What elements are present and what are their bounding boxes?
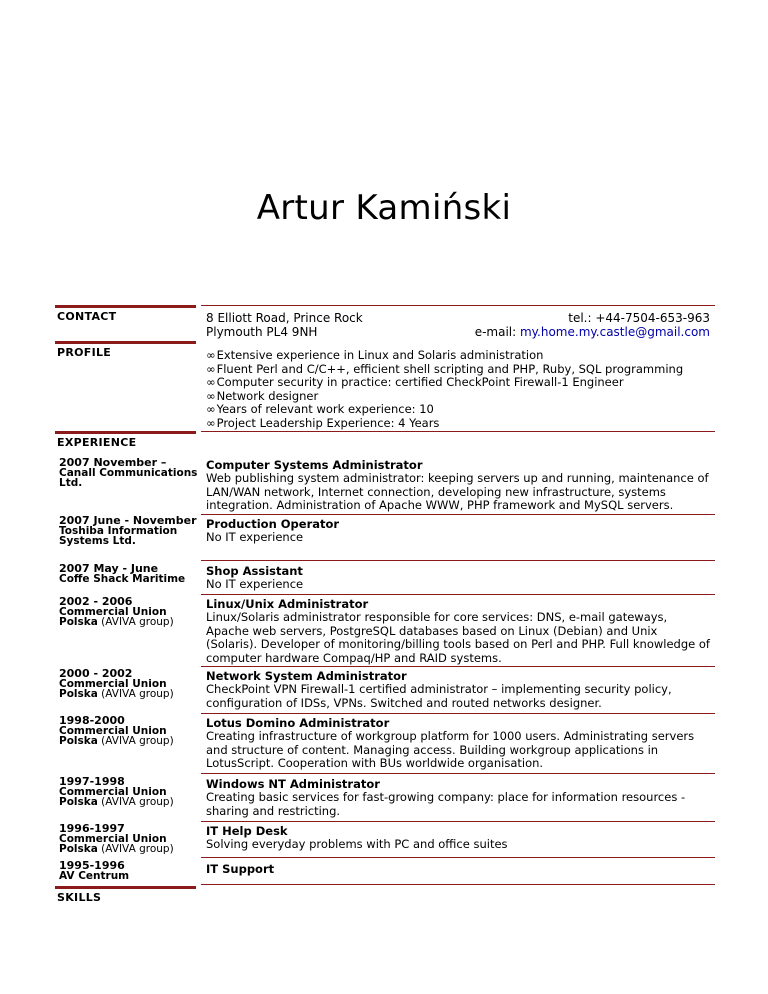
job-description: CheckPoint VPN Firewall-1 certified administrator – implementing security policy, configuration of IDSs, VPNs. Switched and routed networks designer.: [206, 682, 672, 710]
section-rule: [55, 886, 196, 889]
email-prefix: e-mail:: [474, 325, 520, 339]
job-description: No IT experience: [206, 577, 304, 591]
email-line: [206, 325, 710, 339]
job-company: Commercial Union Polska: [59, 786, 167, 808]
job-meta: [59, 860, 204, 881]
profile-item: ∞Fluent Perl and C/C++, efficient shell scripting and PHP, Ruby, SQL programming: [206, 361, 684, 376]
job-period: 2007 May - June: [59, 562, 159, 575]
contact-label: CONTACT: [57, 310, 117, 323]
job-period: 2007 June - November: [59, 514, 197, 527]
job-period: 1998-2000: [59, 714, 125, 727]
infinity-icon: ∞: [206, 361, 216, 376]
profile-item: ∞Extensive experience in Linux and Solaris administration: [206, 348, 544, 362]
phone-number: tel.: +44-7504-653-963: [568, 311, 710, 325]
email-link[interactable]: my.home.my.castle@gmail.com: [519, 325, 710, 339]
entry-rule: [201, 560, 715, 561]
contact-section: [55, 305, 715, 345]
entry-rule: [201, 594, 715, 595]
job-meta: [59, 516, 204, 546]
job-company: Commercial Union Polska: [59, 678, 167, 700]
job-company: Commercial Union Polska: [59, 725, 167, 747]
job-meta: 1996-1997 Commercial Union Polska (AVIVA group): [59, 823, 204, 854]
resume-name: Artur Kamiński: [256, 188, 512, 228]
job-body: [206, 824, 710, 852]
job-title: Network System Administrator: [206, 669, 407, 683]
job-body: [206, 862, 710, 876]
entry-rule: [201, 857, 715, 858]
infinity-icon: ∞: [206, 388, 216, 403]
profile-list: [206, 349, 710, 431]
job-title: IT Support: [206, 862, 275, 876]
job-period: 1997-1998: [59, 775, 125, 788]
section-rule: [55, 341, 196, 344]
job-title: Lotus Domino Administrator: [206, 716, 390, 730]
address-line1: 8 Elliott Road, Prince Rock: [206, 311, 363, 325]
job-description: Creating basic services for fast-growing company: place for information resources - sharing and restricting.: [206, 790, 686, 818]
entry-rule: [201, 713, 715, 714]
job-meta: [59, 457, 204, 488]
job-meta: [59, 563, 204, 584]
infinity-icon: ∞: [206, 375, 216, 390]
job-body: [206, 669, 710, 710]
entry-rule: [201, 884, 715, 885]
job-meta: 2002 - 2006 Commercial Union Polska (AVIVA group): [59, 596, 204, 627]
job-title: Shop Assistant: [206, 564, 303, 578]
profile-item: ∞Project Leadership Experience: 4 Years: [206, 415, 440, 430]
job-description: Linux/Solaris administrator responsible for core services: DNS, e-mail gateways, Apache web servers, PostgreSQL databases based on Linux (Debian) and Unix (Solaris). Developer of monitoring/billing tools based on Perl and PHP. Full knowledge of computer hardware Compaq/HP and RAID systems.: [206, 610, 710, 665]
job-title: Production Operator: [206, 517, 340, 531]
job-description: Web publishing system administrator: keeping servers up and running, maintenance of LAN/WAN network, Internet connection, developing new infrastructure, systems integration. Administration of Apache WWW, PHP framework and MySQL servers.: [206, 471, 709, 513]
profile-item: ∞Computer security in practice: certified CheckPoint Firewall-1 Engineer: [206, 375, 624, 390]
job-body: [206, 777, 710, 818]
entry-rule: [201, 514, 715, 515]
experience-heading: [55, 431, 715, 451]
profile-item: ∞Years of relevant work experience: 10: [206, 402, 434, 417]
job-title: Linux/Unix Administrator: [206, 597, 369, 611]
job-body: [206, 716, 710, 771]
section-rule: [55, 431, 196, 434]
profile-section: [55, 341, 715, 436]
job-period: 1995-1996: [59, 859, 125, 872]
job-description: No IT experience: [206, 530, 304, 544]
job-period: 2000 - 2002: [59, 667, 133, 680]
section-rule: [55, 305, 196, 308]
job-company: AV Centrum: [59, 870, 130, 882]
profile-item: ∞Network designer: [206, 388, 319, 403]
contact-details: [206, 311, 710, 339]
job-body: [206, 597, 710, 665]
infinity-icon: ∞: [206, 402, 216, 417]
job-title: Computer Systems Administrator: [206, 458, 423, 472]
job-title: IT Help Desk: [206, 824, 288, 838]
job-company: Canall Communications Ltd.: [59, 467, 198, 489]
address-line2: Plymouth PL4 9NH: [206, 325, 318, 339]
job-meta: 2000 - 2002 Commercial Union Polska (AVIVA group): [59, 668, 204, 699]
profile-label: PROFILE: [57, 346, 112, 359]
entry-rule: [201, 773, 715, 774]
infinity-icon: ∞: [206, 415, 216, 430]
job-body: [206, 564, 710, 592]
job-period: 2007 November –: [59, 456, 167, 469]
section-rule-thin: [201, 305, 715, 306]
job-title: Windows NT Administrator: [206, 777, 380, 791]
job-body: [206, 517, 710, 545]
job-description: Creating infrastructure of workgroup platform for 1000 users. Administrating servers and structure of content. Managing access. Building workgroup applications in LotusScript. Cooperation with BUs worldwide organisation.: [206, 729, 695, 771]
entry-rule: [201, 821, 715, 822]
entry-rule: [201, 666, 715, 667]
experience-label: EXPERIENCE: [57, 436, 137, 449]
skills-label: SKILLS: [57, 891, 102, 904]
job-body: [206, 458, 710, 513]
job-meta: 1997-1998 Commercial Union Polska (AVIVA group): [59, 776, 204, 807]
skills-heading: [55, 886, 715, 906]
job-description: Solving everyday problems with PC and office suites: [206, 837, 508, 851]
job-period: 1996-1997: [59, 822, 125, 835]
job-company: Commercial Union Polska: [59, 833, 167, 855]
job-company: Coffe Shack Maritime: [59, 573, 186, 585]
job-company: Toshiba Information Systems Ltd.: [59, 525, 178, 547]
job-meta: 1998-2000 Commercial Union Polska (AVIVA group): [59, 715, 204, 746]
job-company: Commercial Union Polska: [59, 606, 167, 628]
job-period: 2002 - 2006: [59, 595, 133, 608]
infinity-icon: ∞: [206, 348, 216, 362]
